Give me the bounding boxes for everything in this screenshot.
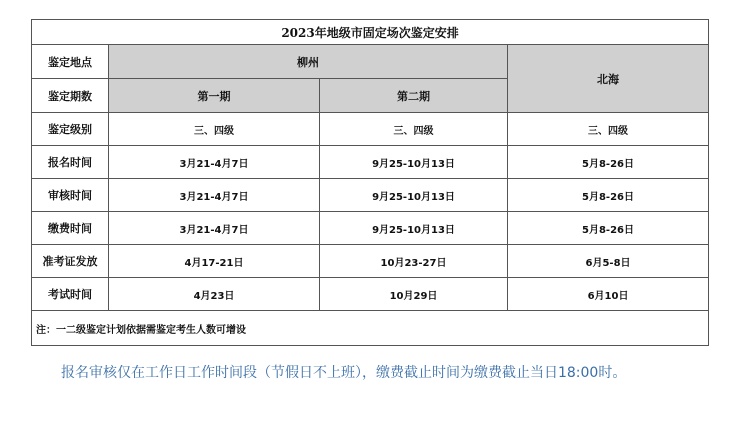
cell-period-1: 3月21-4月7日 (109, 179, 320, 212)
table-row (32, 179, 709, 212)
table-note: 注：一二级鉴定计划依据需鉴定考生人数可增设 (32, 311, 709, 346)
period-1-header: 第一期 (109, 79, 320, 113)
schedule-table-container (31, 19, 708, 346)
cell-period-2: 9月25-10月13日 (320, 146, 508, 179)
cell-period-2: 9月25-10月13日 (320, 179, 508, 212)
cell-beihai: 5月8-26日 (508, 146, 709, 179)
cell-period-1: 4月23日 (109, 278, 320, 311)
cell-period-2: 9月25-10月13日 (320, 212, 508, 245)
period-label: 鉴定期数 (32, 79, 109, 113)
table-row (32, 212, 709, 245)
row-label: 鉴定级别 (32, 113, 109, 146)
cell-period-1: 3月21-4月7日 (109, 212, 320, 245)
table-title: 2023年地级市固定场次鉴定安排 (32, 20, 709, 45)
cell-beihai: 三、四级 (508, 113, 709, 146)
row-label: 报名时间 (32, 146, 109, 179)
footer-text: 报名审核仅在工作日工作时间段（节假日不上班），缴费截止时间为缴费截止当日18:00时。 (61, 365, 627, 381)
table-row (32, 146, 709, 179)
row-label: 考试时间 (32, 278, 109, 311)
cell-period-1: 3月21-4月7日 (109, 146, 320, 179)
period-2-header: 第二期 (320, 79, 508, 113)
row-label: 审核时间 (32, 179, 109, 212)
table-row (32, 245, 709, 278)
cell-beihai: 6月5-8日 (508, 245, 709, 278)
schedule-table (31, 19, 709, 346)
cell-period-2: 10月29日 (320, 278, 508, 311)
city-liuzhou-header: 柳州 (109, 45, 508, 79)
cell-period-2: 三、四级 (320, 113, 508, 146)
city-beihai-header: 北海 (508, 45, 709, 113)
table-row (32, 113, 709, 146)
footer-paragraph (31, 360, 711, 386)
table-row (32, 278, 709, 311)
cell-period-1: 三、四级 (109, 113, 320, 146)
location-label: 鉴定地点 (32, 45, 109, 79)
row-label: 准考证发放 (32, 245, 109, 278)
cell-period-2: 10月23-27日 (320, 245, 508, 278)
cell-beihai: 5月8-26日 (508, 212, 709, 245)
cell-beihai: 5月8-26日 (508, 179, 709, 212)
cell-beihai: 6月10日 (508, 278, 709, 311)
cell-period-1: 4月17-21日 (109, 245, 320, 278)
row-label: 缴费时间 (32, 212, 109, 245)
